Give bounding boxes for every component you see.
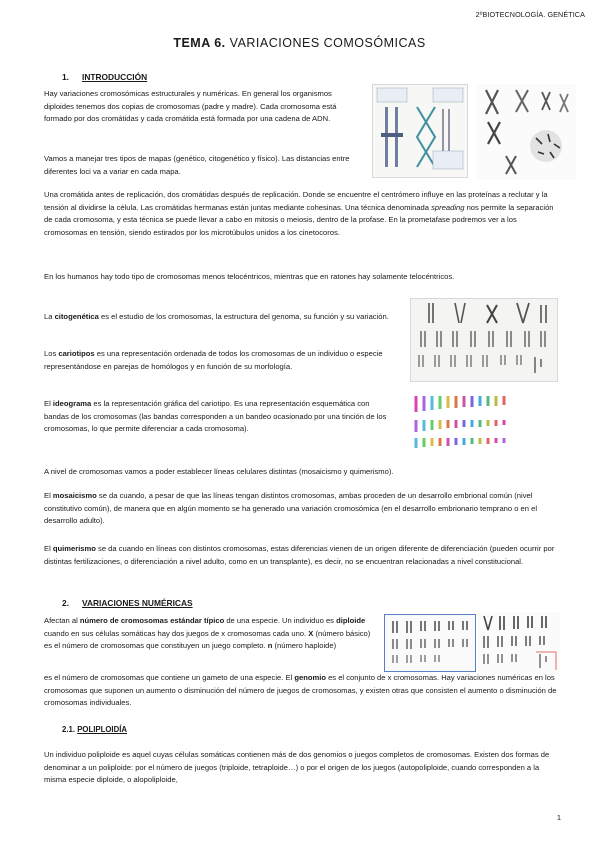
diploid-karyotype-image-2 [478,612,560,674]
ideograma-paragraph: El ideograma es la representación gráfica del cariotipo. Es una representación esquemática con bandas de los cromosomas (las bandas corresponden a un bandeo ocasionado por una tinción de los cromosomas, lo que permite diferenciar a cada cromosoma). [44,399,387,434]
ideograma-term: ideograma [52,399,92,408]
karyotype-image [411,299,557,381]
spreading-term: spreading [431,202,465,212]
section-1-number: 1. [62,72,69,82]
page-title [0,36,599,50]
quimerismo-term: quimerismo [52,544,96,553]
section-1-title: INTRODUCCIÓN [82,72,148,82]
poliploidia-paragraph: Un individuo poliploide es aquel cuyas células somáticas contienen más de dos genomios o juegos completos de cromosomas. Existen dos formas de denominar a un poliploide: por el número de juegos (triploide, tetraploide…) o por el origen de los juegos (autopoliploide, cuando corresponden a la misma especie diploide, o alopoliploide, [44,750,550,785]
subsection-2-1-number: 2.1. [62,725,76,734]
citogenetica-term: citogenética [54,312,99,321]
section-2-title: VARIACIONES NUMÉRICAS [82,598,193,608]
section-2-heading [62,593,193,611]
metaphase-figure [476,84,576,180]
variaciones-paragraph-2: es el número de cromosomas que contiene un gameto de una especie. El genomio es el conjunto de x cromosomas. Hay variaciones numéricas en los cromosomas que suponen un aumento o disminución del número de juegos de cromosomas, y existen otras que consisten el aumento o disminución de cromosomas individuales. [44,673,557,708]
section-1-heading [62,67,147,85]
course-header: 2ºBIOTECNOLOGÍA. GENÉTICA [475,10,585,19]
mosaicismo-term: mosaicismo [52,491,97,500]
diploid-karyotype-figure-2 [478,612,560,674]
subsection-2-1-title: POLIPLOIDÍA [77,725,128,734]
replication-diagram-image [373,85,467,177]
title-name: VARIACIONES COMOSÓMICAS [229,36,426,50]
intro-paragraph-4: En los humanos hay todo tipo de cromosomas menos telocéntricos, mientras que en ratones hay solamente telocéntricos. [44,272,455,281]
variaciones-paragraph-1: Afectan al número de cromosomas estándar típico de una especie. Un individuo es diploide cuando en sus células somáticas hay dos juegos de x cromosomas cada uno. X (número básico) es el número de cromosomas que constituyen un juego completo. n (número haploide) [44,616,371,651]
ideogram-figure [412,394,558,450]
diploid-karyotype-image-1 [385,615,475,671]
cariotipos-term: cariotipos [58,349,95,358]
intro-paragraph-3: Una cromátida antes de replicación, dos cromátidas después de replicación. Donde se encuentre el centrómero influye en las proteínas a reclutar y la tensión al dividirse la célula. Las cromátidas hermanas están juntas mediante cohesinas. Una técnica denominada spreading nos permite la separación de cada cromosoma, y esta técnica se puede llevar a cabo en mitosis o meiosis, dentro de la profase. En la prometafase podremos ver a los cromosomas en tensión, siendo estirados por los microtúbulos unidos a los cinetocoros. [44,190,554,237]
mosaicismo-paragraph: El mosaicismo se da cuando, a pesar de que las líneas tengan distintos cromosomas, ambas proceden de un desarrollo embrional común (nivel constitutivo común), de manera que en algún momento se ha generado una variación cromosómica (en el desarrollo embrionario temprano o en el desarrollo adulto). [44,491,538,526]
section-2-number: 2. [62,598,69,608]
quimerismo-paragraph: El quimerismo se da cuando en líneas con distintos cromosomas, estas diferencias vienen de un origen diferente de diferenciación (pueden ocurrir por distintas fertilizaciones, o diferenciación a nivel adulto, como en un transplante), es decir, no se encuentran relacionadas a nivel constitucional. [44,544,555,566]
cariotipos-paragraph: Los cariotipos es una representación ordenada de todos los cromosomas de un individuo o especie representándose en parejas de homólogos y en función de su morfología. [44,349,383,371]
intro-paragraph-1: Hay variaciones cromosómicas estructurales y numéricas. En general los organismos diploides tenemos dos copias de cromosomas (padre y madre). Cada cromosoma está formado por dos cromátidas y cada cromátida está formada por una cadena de ADN. [44,89,337,124]
karyotype-figure [410,298,558,382]
subsection-2-1-heading [62,725,127,734]
citogenetica-paragraph: La citogenética es el estudio de los cromosomas, la estructura del genoma, su función y su variación. [44,312,389,321]
replication-diagram-figure [372,84,468,178]
title-tema: TEMA 6. [173,36,226,50]
ideogram-image [412,394,558,450]
page-number: 1 [556,813,561,822]
diploid-karyotype-figure-1 [384,614,476,672]
metaphase-image [476,84,576,180]
intro-paragraph-2: Vamos a manejar tres tipos de mapas (genético, citogenético y físico). Las distancias entre diferentes loci va a variar en cada mapa. [44,154,350,176]
lineas-celulares-paragraph: A nivel de cromosomas vamos a poder establecer líneas celulares distintas (mosaicismo y quimerismo). [44,467,394,476]
